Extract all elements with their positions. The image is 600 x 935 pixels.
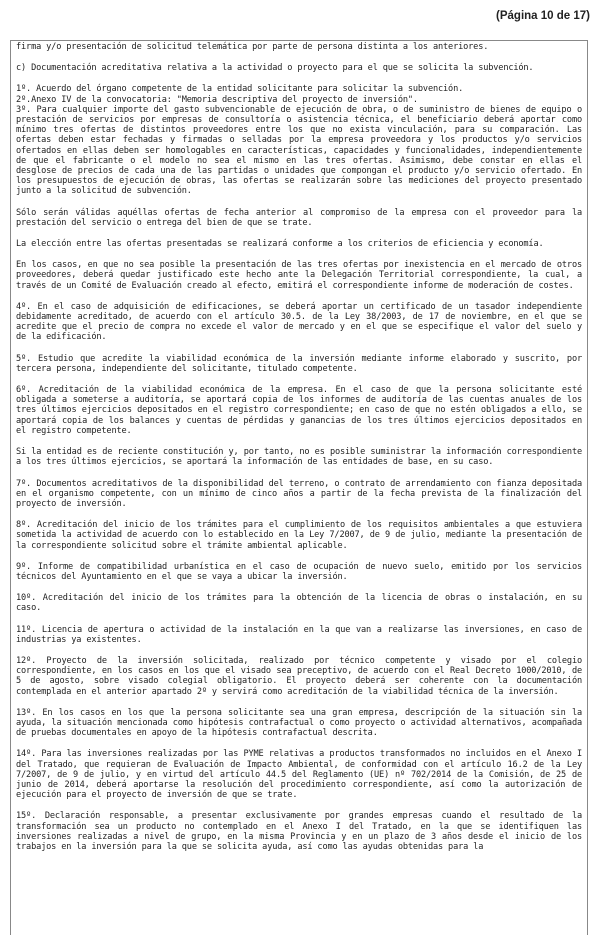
paragraph-intro-tail: firma y/o presentación de solicitud telemática por parte de persona distinta a los anteriores.: [16, 42, 489, 52]
paragraph-item-14: 14º. Para las inversiones realizadas por las PYME relativas a productos transformados no incluidos en el Anexo I del Tratado, que requieran de Evaluación de Impacto Ambiental, de conformidad con el artículo 16.2 de la Ley 7/2007, de 9 de julio, y en virtud del artículo 44.5 del Reglamento (UE) nº 702/2014 de la Comisión, de 25 de junio de 2014, deberá aportarse la resolución del procedimiento correspondiente, así como la autorización de ejecución para el proyecto de inversión de que se trate.: [16, 749, 582, 801]
paragraph-offers-exception: En los casos, en que no sea posible la presentación de las tres ofertas por inexistencia en el mercado de otros proveedores, deberá quedar justificado este hecho ante la Delegación Territorial correspondiente, la cual, a través de un Comité de Evaluación creado al efecto, emitirá el correspondiente informe de moderación de costes.: [16, 260, 582, 291]
paragraph-item-3: 3º. Para cualquier importe del gasto subvencionable de ejecución de obra, o de suministro de bienes de equipo o prestación de servicios por empresas de consultoría o asistencia técnica, el beneficiario deberá aportar como mínimo tres ofertas de distintos proveedores entre los que no exista vinculación, para su comparación. Las ofertas deben estar fechadas y firmadas o selladas por la empresa proveedora y los productos y/o servicios ofertados en ellas deben ser homologables en características, capacidades y funcionalidades, independientemente de que el fabricante o el modelo no sea el mismo en las tres ofertas. Asimismo, debe constar en ellas el desglose de precios de cada una de las partidas o unidades que compongan el producto y/o servicio ofertado. En los presupuestos de ejecución de obras, las ofertas se realizarán sobre las mediciones del proyecto presentado junto a la solicitud de subvención.: [16, 104, 582, 197]
paragraph-item-9: 9º. Informe de compatibilidad urbanística en el caso de ocupación de nuevo suelo, emitido por los servicios técnicos del Ayuntamiento en el que se vaya a ubicar la inversión.: [16, 561, 582, 582]
document-body: [10, 40, 588, 935]
paragraph-offers-choice: La elección entre las ofertas presentadas se realizará conforme a los criterios de eficiencia y economía.: [16, 239, 544, 250]
paragraph-item-13: 13º. En los casos en los que la persona solicitante sea una gran empresa, descripción de la situación sin la ayuda, la situación mencionada como hipótesis contrafactual o como proyecto o actividad alternativos, acompañada de pruebas documentales en apoyo de la hipótesis contrafactual descrita.: [16, 707, 582, 739]
paragraph-item-5: 5º. Estudio que acredite la viabilidad económica de la inversión mediante informe elaborado y suscrito, por tercera persona, independiente del solicitante, titulado competente.: [16, 353, 582, 374]
paragraph-item-12: 12º. Proyecto de la inversión solicitada, realizado por técnico competente y visado por el colegio correspondiente, en los casos en los que el visado sea preceptivo, de acuerdo con el Real Decreto 1000/2010, de 5 de agosto, sobre visado colegial obligatorio. El proyecto deberá ser coherente con la documentación contemplada en el anterior apartado 2º y servirá como acreditación de la viabilidad técnica de la inversión.: [16, 655, 582, 697]
paragraph-item-4: 4º. En el caso de adquisición de edificaciones, se deberá aportar un certificado de un tasador independiente debidamente acreditado, de acuerdo con el artículo 30.5. de la Ley 38/2003, de 17 de noviembre, en el que se acredite que el precio de compra no excede el valor de mercado y en el que se especifique el valor del suelo y de la edificación.: [16, 301, 582, 343]
paragraph-item-1: 1º. Acuerdo del órgano competente de la entidad solicitante para solicitar la subvención.: [16, 84, 464, 95]
paragraph-item-15: 15º. Declaración responsable, a presentar exclusivamente por grandes empresas cuando el resultado de la transformación sea un producto no contemplado en el Anexo I del Tratado, en la que se identifiquen las inversiones realizadas a nivel de grupo, en la misma Provincia y en un plazo de 3 años desde el inicio de los trabajos en la inversión para la que se solicita ayuda, así como las ayudas obtenidas para la: [16, 811, 582, 852]
paragraph-new-entity: Si la entidad es de reciente constitución y, por tanto, no es posible suministrar la información correspondiente a los tres últimos ejercicios, se aportará la información de las entidades de base, en su caso.: [16, 447, 582, 468]
paragraph-item-7: 7º. Documentos acreditativos de la disponibilidad del terreno, o contrato de arrendamiento con fianza depositada en el organismo competente, con un mínimo de cinco años a partir de la fecha prevista de la finalización del proyecto de inversión.: [16, 478, 582, 509]
paragraph-section-c: c) Documentación acreditativa relativa a la actividad o proyecto para el que se solicita la subvención.: [16, 63, 534, 74]
paragraph-item-2: 2º.Anexo IV de la convocatoria: "Memoria descriptiva del proyecto de inversión".: [16, 94, 418, 105]
paragraph-offers-validity: Sólo serán válidas aquéllas ofertas de fecha anterior al compromiso de la empresa con el proveedor para la prestación del servicio o entrega del bien de que se trate.: [16, 207, 582, 228]
paragraph-item-6: 6º. Acreditación de la viabilidad económica de la empresa. En el caso de que la persona solicitante esté obligada a someterse a auditoría, se aportará copia de los informes de auditoría de las cuentas anuales de los tres últimos ejercicios depositados en el registro correspondiente; en caso de que no estén obligados a ello, se aportará copia de los balances y cuentas de pérdidas y ganancias de los tres últimos ejercicios depositados en el registro competente.: [16, 385, 582, 436]
page-indicator: (Página 10 de 17): [496, 10, 590, 22]
paragraph-item-10: 10º. Acreditación del inicio de los trámites para la obtención de la licencia de obras o instalación, en su caso.: [16, 593, 582, 614]
paragraph-item-8: 8º. Acreditación del inicio de los trámites para el cumplimiento de los requisitos ambientales a que estuviera sometida la actividad de acuerdo con lo establecido en la Ley 7/2007, de 9 de julio, mediante la presentación de la correspondiente solicitud sobre el trámite ambiental aplicable.: [16, 520, 582, 551]
paragraph-item-11: 11º. Licencia de apertura o actividad de la instalación en la que van a realizarse las inversiones, en caso de industrias ya existentes.: [16, 624, 582, 645]
